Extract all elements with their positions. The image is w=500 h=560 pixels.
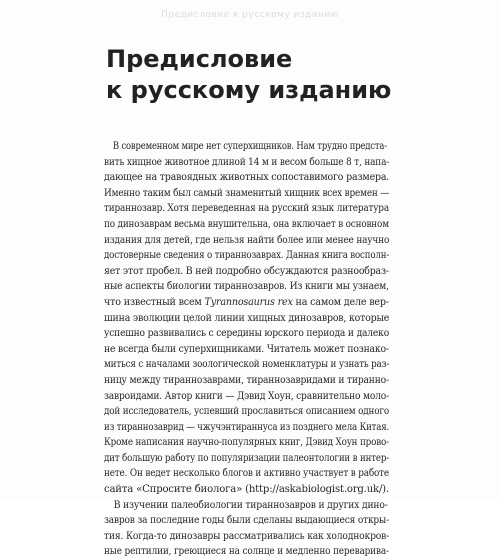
body-line-text: что известный всем	[104, 295, 205, 308]
chapter-title-line-2: к русскому изданию	[106, 76, 392, 104]
body-line: достоверные сведения о тираннозаврах. Данная книга восполн-	[104, 249, 390, 262]
body-line: Именно таким был самый знаменитый хищник всех времен —	[104, 186, 390, 199]
body-line: В современном мире нет суперхищников. Нам трудно предста-	[112, 140, 387, 152]
body-line: тия. Когда-то динозавры рассматривались как холоднокров-	[104, 529, 390, 542]
body-line: сайта «Спросите биолога» (http://askabiologist.org.uk/).	[104, 483, 389, 496]
body-line: завроидами. Автор книги — Дэвид Хоун, сравнительно моло-	[104, 389, 389, 402]
body-line: нете. Он ведет несколько блогов и активно участвует в работе	[104, 467, 389, 480]
body-line: дающее на травоядных животных сопоставимого размера.	[104, 171, 390, 184]
body-line-text: на самом деле вер-	[292, 295, 389, 308]
body-line: В изучении палеобиологии тираннозавров и других дино-	[113, 498, 388, 511]
body-line: успешно развивались с середины юрского периода и далеко	[104, 327, 390, 340]
body-line: яет этот пробел. В ней подробно обсуждаются разнообраз-	[104, 264, 389, 277]
body-line: тираннозавр. Хотя переведенная на русский язык литература	[104, 202, 389, 215]
body-line	[104, 295, 389, 311]
body-line: ные рептилии, греющиеся на солнце и медленно переварива-	[104, 545, 389, 558]
body-line: дой исследователь, успевший прославиться описанием одного	[104, 405, 389, 418]
body-line: завров за последние годы были сделаны выдающиеся откры-	[104, 514, 389, 527]
body-line: издания для детей, где нельзя найти более или менее научно	[104, 233, 390, 246]
running-head: Предисловие к русскому изданию	[161, 10, 339, 20]
species-name: Tyrannosaurus rex	[204, 295, 293, 308]
chapter-title-line-1: Предисловие	[106, 45, 293, 73]
body-line: дит большую работу по популяризации палеонтологии в интер-	[104, 451, 389, 464]
body-line: из тираннозаврид — чжучэнтираннуса из позднего мела Китая.	[104, 420, 390, 433]
chapter-title	[106, 44, 391, 106]
body-line: вить хищное животное длиной 14 м и весом больше 8 т, напа-	[104, 155, 390, 168]
body-line: ные аспекты биологии тираннозавров. Из книги мы узнаем,	[104, 280, 389, 293]
body-line: не всегда были суперхищниками. Читатель может познако-	[104, 342, 389, 355]
body-line: шина эволюции целой линии хищных динозавров, которые	[104, 311, 390, 324]
body-line: Кроме написания научно-популярных книг, Дэвид Хоун прово-	[104, 436, 389, 449]
body-line: ницу между тираннозаврами, тираннозавридами и тиранно-	[104, 373, 389, 386]
body-line: миться с началами зоологической номенклатуры и узнать раз-	[104, 358, 390, 371]
body-line: по динозаврам весьма внушительна, она включает в основном	[104, 217, 389, 230]
body-text	[104, 139, 389, 560]
